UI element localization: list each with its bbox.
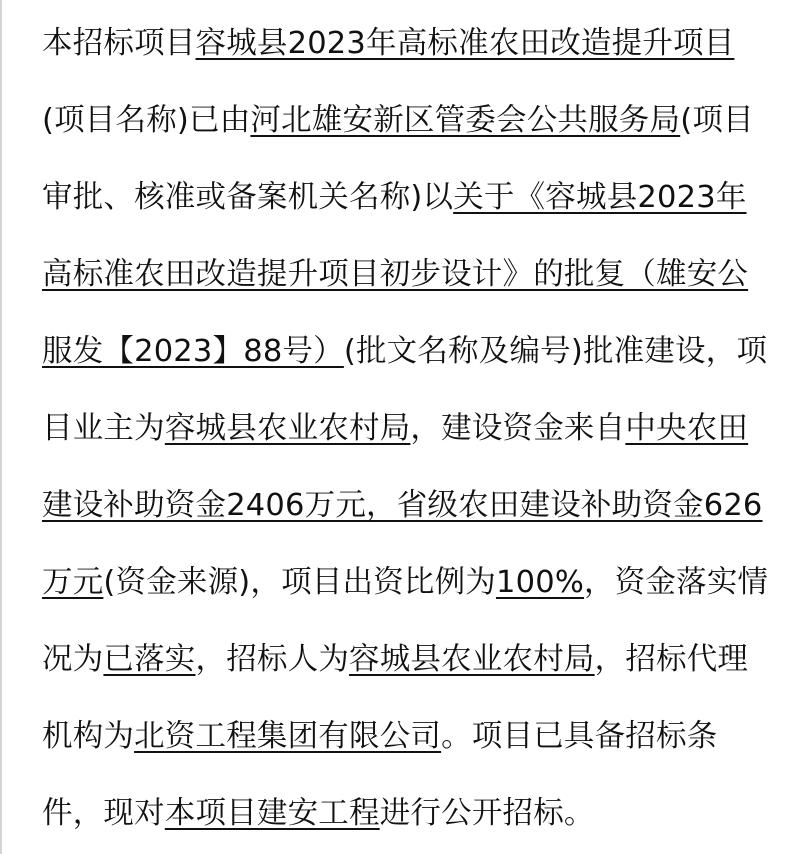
underlined-field: 已落实 [103,642,196,677]
underlined-field: 容城县农业农村局 [349,642,595,677]
text-segment: 件，现对 [42,796,165,831]
text-segment: (资金来源)，项目出资比例为 [103,565,497,600]
text-line-11 [42,792,595,836]
text-line-5 [42,330,767,374]
text-segment: (项目 [680,103,754,138]
text-line-10 [42,715,717,759]
underlined-field: 河北雄安新区管委会公共服务局 [250,103,681,138]
underlined-field: 容城县农业农村局 [164,411,411,446]
text-line-4 [42,253,748,297]
text-line-8 [42,561,768,605]
underlined-field: 中央农田 [625,411,749,446]
text-segment: 审批、核准或备案机关名称)以 [42,180,454,215]
text-segment: 。项目已具备招标条 [441,719,718,754]
text-segment: ，资金落实情 [584,565,769,600]
text-segment: 目业主为 [42,411,165,446]
underlined-field: 服发【2023】88号） [42,334,344,369]
underlined-field: 万元 [42,565,104,600]
underlined-field: 本项目建安工程 [164,796,380,831]
underlined-field: 关于《容城县2023年 [453,180,747,215]
text-segment: 进行公开招标。 [379,796,595,831]
text-segment: ，招标代理 [594,642,749,677]
text-segment: (项目名称)已由 [42,103,251,138]
text-line-7 [42,484,763,528]
text-line-2 [42,99,754,143]
underlined-field: 高标准农田改造提升项目初步设计》的批复（雄安公 [42,257,749,292]
underlined-field: 100% [496,565,585,600]
text-segment: (批文名称及编号)批准建设，项 [343,334,768,369]
text-line-9 [42,638,748,682]
text-line-6 [42,407,748,451]
text-segment: ，招标人为 [195,642,350,677]
underlined-field: 建设补助资金2406万元，省级农田建设补助资金626 [42,488,763,523]
text-segment: 况为 [42,642,104,677]
text-line-1 [42,22,734,66]
text-segment: 机构为 [42,719,135,754]
text-segment: 本招标项目 [42,26,196,61]
underlined-field: 容城县2023年高标准农田改造提升项目 [195,26,735,61]
text-segment: ，建设资金来自 [410,411,626,446]
text-line-3 [42,176,747,220]
underlined-field: 北资工程集团有限公司 [134,719,442,754]
